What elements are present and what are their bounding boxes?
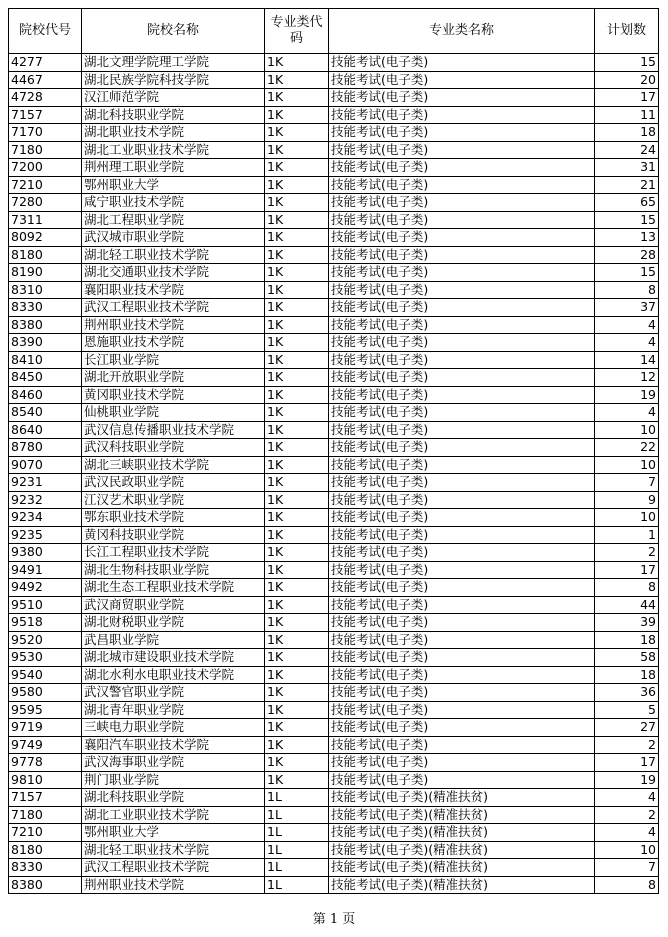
school-code-cell: 4728 xyxy=(9,89,82,107)
major-code-cell: 1K xyxy=(265,666,329,684)
major-name-cell: 技能考试(电子类) xyxy=(329,474,595,492)
school-name-cell: 湖北科技职业学院 xyxy=(82,106,265,124)
plan-count-cell: 17 xyxy=(595,754,659,772)
school-code-cell: 9232 xyxy=(9,491,82,509)
plan-count-cell: 20 xyxy=(595,71,659,89)
major-name-cell: 技能考试(电子类) xyxy=(329,264,595,282)
school-code-cell: 7157 xyxy=(9,106,82,124)
school-name-cell: 长江职业学院 xyxy=(82,351,265,369)
school-name-cell: 江汉艺术职业学院 xyxy=(82,491,265,509)
plan-count-cell: 31 xyxy=(595,159,659,177)
school-code-cell: 7280 xyxy=(9,194,82,212)
major-name-cell: 技能考试(电子类) xyxy=(329,631,595,649)
major-name-cell: 技能考试(电子类) xyxy=(329,544,595,562)
school-code-cell: 7210 xyxy=(9,824,82,842)
school-name-cell: 湖北轻工职业技术学院 xyxy=(82,246,265,264)
major-code-cell: 1K xyxy=(265,439,329,457)
school-code-cell: 8092 xyxy=(9,229,82,247)
major-code-cell: 1L xyxy=(265,859,329,877)
major-code-cell: 1K xyxy=(265,754,329,772)
table-row xyxy=(9,124,659,142)
table-row xyxy=(9,579,659,597)
school-name-cell: 湖北三峡职业技术学院 xyxy=(82,456,265,474)
school-code-cell: 7200 xyxy=(9,159,82,177)
table-row xyxy=(9,736,659,754)
table-row xyxy=(9,876,659,894)
major-name-cell: 技能考试(电子类) xyxy=(329,229,595,247)
major-code-cell: 1K xyxy=(265,194,329,212)
table-row xyxy=(9,421,659,439)
plan-count-cell: 37 xyxy=(595,299,659,317)
school-code-cell: 9492 xyxy=(9,579,82,597)
school-code-cell: 7311 xyxy=(9,211,82,229)
table-row xyxy=(9,649,659,667)
school-name-cell: 湖北生物科技职业学院 xyxy=(82,561,265,579)
school-code-cell: 9749 xyxy=(9,736,82,754)
school-name-cell: 仙桃职业学院 xyxy=(82,404,265,422)
school-code-cell: 9580 xyxy=(9,684,82,702)
plan-count-cell: 4 xyxy=(595,789,659,807)
major-code-cell: 1K xyxy=(265,561,329,579)
school-code-cell: 9491 xyxy=(9,561,82,579)
table-row xyxy=(9,404,659,422)
school-code-cell: 8180 xyxy=(9,841,82,859)
school-name-cell: 湖北工业职业技术学院 xyxy=(82,141,265,159)
table-row xyxy=(9,491,659,509)
major-code-cell: 1K xyxy=(265,509,329,527)
major-name-cell: 技能考试(电子类) xyxy=(329,176,595,194)
table-row xyxy=(9,631,659,649)
school-code-cell: 9231 xyxy=(9,474,82,492)
school-code-cell: 8380 xyxy=(9,316,82,334)
table-row xyxy=(9,456,659,474)
major-code-cell: 1K xyxy=(265,736,329,754)
major-code-cell: 1K xyxy=(265,246,329,264)
school-name-cell: 鄂州职业大学 xyxy=(82,176,265,194)
school-name-cell: 三峡电力职业学院 xyxy=(82,719,265,737)
plan-count-cell: 11 xyxy=(595,106,659,124)
table-row xyxy=(9,666,659,684)
major-code-cell: 1K xyxy=(265,386,329,404)
school-name-cell: 武汉民政职业学院 xyxy=(82,474,265,492)
plan-count-cell: 18 xyxy=(595,631,659,649)
table-row xyxy=(9,334,659,352)
table-row xyxy=(9,614,659,632)
major-code-cell: 1K xyxy=(265,719,329,737)
major-name-cell: 技能考试(电子类) xyxy=(329,421,595,439)
school-name-cell: 武昌职业学院 xyxy=(82,631,265,649)
plan-count-cell: 22 xyxy=(595,439,659,457)
document-page xyxy=(8,8,658,894)
major-code-cell: 1K xyxy=(265,474,329,492)
major-name-cell: 技能考试(电子类) xyxy=(329,334,595,352)
plan-count-cell: 36 xyxy=(595,684,659,702)
major-code-cell: 1K xyxy=(265,176,329,194)
school-code-cell: 9380 xyxy=(9,544,82,562)
table-row xyxy=(9,754,659,772)
table-row xyxy=(9,544,659,562)
major-name-cell: 技能考试(电子类) xyxy=(329,579,595,597)
major-name-cell: 技能考试(电子类) xyxy=(329,614,595,632)
table-header-row xyxy=(9,9,659,54)
plan-count-cell: 15 xyxy=(595,54,659,72)
major-code-cell: 1K xyxy=(265,299,329,317)
table-row xyxy=(9,859,659,877)
major-code-cell: 1K xyxy=(265,71,329,89)
major-name-cell: 技能考试(电子类) xyxy=(329,684,595,702)
plan-count-cell: 13 xyxy=(595,229,659,247)
major-name-cell: 技能考试(电子类) xyxy=(329,526,595,544)
school-name-cell: 湖北开放职业学院 xyxy=(82,369,265,387)
header-major-name: 专业类名称 xyxy=(329,9,595,54)
plan-count-cell: 4 xyxy=(595,824,659,842)
table-row xyxy=(9,211,659,229)
major-code-cell: 1K xyxy=(265,631,329,649)
major-code-cell: 1K xyxy=(265,491,329,509)
major-name-cell: 技能考试(电子类)(精准扶贫) xyxy=(329,789,595,807)
major-code-cell: 1L xyxy=(265,876,329,894)
plan-count-cell: 10 xyxy=(595,509,659,527)
school-name-cell: 荆州理工职业学院 xyxy=(82,159,265,177)
table-row xyxy=(9,159,659,177)
school-name-cell: 武汉科技职业学院 xyxy=(82,439,265,457)
table-row xyxy=(9,474,659,492)
school-name-cell: 湖北水利水电职业技术学院 xyxy=(82,666,265,684)
major-code-cell: 1K xyxy=(265,334,329,352)
school-code-cell: 8180 xyxy=(9,246,82,264)
school-name-cell: 湖北轻工职业技术学院 xyxy=(82,841,265,859)
school-name-cell: 湖北生态工程职业技术学院 xyxy=(82,579,265,597)
major-name-cell: 技能考试(电子类) xyxy=(329,561,595,579)
major-code-cell: 1K xyxy=(265,614,329,632)
table-row xyxy=(9,54,659,72)
school-code-cell: 4277 xyxy=(9,54,82,72)
table-row xyxy=(9,246,659,264)
major-code-cell: 1K xyxy=(265,229,329,247)
major-code-cell: 1K xyxy=(265,596,329,614)
major-name-cell: 技能考试(电子类) xyxy=(329,596,595,614)
school-code-cell: 8450 xyxy=(9,369,82,387)
school-code-cell: 9810 xyxy=(9,771,82,789)
major-name-cell: 技能考试(电子类) xyxy=(329,54,595,72)
header-school-code: 院校代号 xyxy=(9,9,82,54)
plan-count-cell: 2 xyxy=(595,736,659,754)
school-code-cell: 8410 xyxy=(9,351,82,369)
school-name-cell: 湖北青年职业学院 xyxy=(82,701,265,719)
table-row xyxy=(9,701,659,719)
major-code-cell: 1K xyxy=(265,404,329,422)
table-row xyxy=(9,509,659,527)
school-code-cell: 9540 xyxy=(9,666,82,684)
plan-count-cell: 2 xyxy=(595,806,659,824)
major-code-cell: 1K xyxy=(265,141,329,159)
school-code-cell: 8540 xyxy=(9,404,82,422)
table-row xyxy=(9,806,659,824)
school-name-cell: 武汉警官职业学院 xyxy=(82,684,265,702)
major-name-cell: 技能考试(电子类) xyxy=(329,754,595,772)
school-code-cell: 8190 xyxy=(9,264,82,282)
table-row xyxy=(9,176,659,194)
plan-count-cell: 7 xyxy=(595,859,659,877)
school-code-cell: 8780 xyxy=(9,439,82,457)
major-code-cell: 1K xyxy=(265,771,329,789)
major-code-cell: 1K xyxy=(265,124,329,142)
major-code-cell: 1K xyxy=(265,159,329,177)
table-row xyxy=(9,316,659,334)
plan-count-cell: 4 xyxy=(595,334,659,352)
school-code-cell: 9510 xyxy=(9,596,82,614)
school-code-cell: 8310 xyxy=(9,281,82,299)
plan-count-cell: 24 xyxy=(595,141,659,159)
plan-count-cell: 14 xyxy=(595,351,659,369)
major-name-cell: 技能考试(电子类) xyxy=(329,159,595,177)
school-name-cell: 湖北文理学院理工学院 xyxy=(82,54,265,72)
plan-count-cell: 4 xyxy=(595,404,659,422)
school-name-cell: 湖北工程职业学院 xyxy=(82,211,265,229)
school-name-cell: 恩施职业技术学院 xyxy=(82,334,265,352)
school-code-cell: 7180 xyxy=(9,806,82,824)
table-row xyxy=(9,439,659,457)
major-name-cell: 技能考试(电子类) xyxy=(329,194,595,212)
major-name-cell: 技能考试(电子类)(精准扶贫) xyxy=(329,806,595,824)
plan-count-cell: 8 xyxy=(595,876,659,894)
table-row xyxy=(9,71,659,89)
major-name-cell: 技能考试(电子类) xyxy=(329,491,595,509)
major-name-cell: 技能考试(电子类) xyxy=(329,736,595,754)
major-code-cell: 1L xyxy=(265,841,329,859)
major-name-cell: 技能考试(电子类)(精准扶贫) xyxy=(329,824,595,842)
school-code-cell: 9234 xyxy=(9,509,82,527)
school-code-cell: 8460 xyxy=(9,386,82,404)
table-row xyxy=(9,561,659,579)
school-name-cell: 荆州职业技术学院 xyxy=(82,316,265,334)
major-name-cell: 技能考试(电子类) xyxy=(329,89,595,107)
major-code-cell: 1K xyxy=(265,649,329,667)
major-code-cell: 1K xyxy=(265,456,329,474)
header-plan-count: 计划数 xyxy=(595,9,659,54)
table-row xyxy=(9,789,659,807)
major-name-cell: 技能考试(电子类) xyxy=(329,71,595,89)
major-code-cell: 1K xyxy=(265,351,329,369)
table-row xyxy=(9,596,659,614)
plan-count-cell: 2 xyxy=(595,544,659,562)
major-code-cell: 1K xyxy=(265,701,329,719)
school-name-cell: 湖北科技职业学院 xyxy=(82,789,265,807)
plan-count-cell: 21 xyxy=(595,176,659,194)
school-name-cell: 湖北城市建设职业技术学院 xyxy=(82,649,265,667)
plan-count-cell: 10 xyxy=(595,421,659,439)
major-code-cell: 1K xyxy=(265,106,329,124)
plan-count-cell: 65 xyxy=(595,194,659,212)
school-name-cell: 武汉工程职业技术学院 xyxy=(82,299,265,317)
major-code-cell: 1K xyxy=(265,54,329,72)
plan-count-cell: 17 xyxy=(595,89,659,107)
plan-count-cell: 19 xyxy=(595,771,659,789)
school-code-cell: 9518 xyxy=(9,614,82,632)
school-name-cell: 鄂东职业技术学院 xyxy=(82,509,265,527)
table-row xyxy=(9,106,659,124)
table-row xyxy=(9,386,659,404)
major-name-cell: 技能考试(电子类) xyxy=(329,299,595,317)
school-code-cell: 9070 xyxy=(9,456,82,474)
table-row xyxy=(9,771,659,789)
page-footer xyxy=(0,908,668,927)
plan-count-cell: 1 xyxy=(595,526,659,544)
plan-count-cell: 5 xyxy=(595,701,659,719)
school-code-cell: 8330 xyxy=(9,859,82,877)
school-name-cell: 湖北交通职业技术学院 xyxy=(82,264,265,282)
major-name-cell: 技能考试(电子类) xyxy=(329,649,595,667)
plan-count-cell: 8 xyxy=(595,281,659,299)
major-name-cell: 技能考试(电子类) xyxy=(329,439,595,457)
school-code-cell: 8390 xyxy=(9,334,82,352)
plan-count-cell: 18 xyxy=(595,124,659,142)
plan-count-cell: 12 xyxy=(595,369,659,387)
school-code-cell: 4467 xyxy=(9,71,82,89)
major-code-cell: 1K xyxy=(265,211,329,229)
page-number: 第 1 页 xyxy=(312,912,356,927)
table-row xyxy=(9,684,659,702)
table-row xyxy=(9,229,659,247)
school-name-cell: 黄冈职业技术学院 xyxy=(82,386,265,404)
major-name-cell: 技能考试(电子类) xyxy=(329,211,595,229)
major-code-cell: 1L xyxy=(265,824,329,842)
plan-count-cell: 10 xyxy=(595,456,659,474)
plan-count-cell: 15 xyxy=(595,264,659,282)
major-code-cell: 1K xyxy=(265,684,329,702)
major-code-cell: 1K xyxy=(265,544,329,562)
school-name-cell: 襄阳汽车职业技术学院 xyxy=(82,736,265,754)
school-name-cell: 武汉工程职业技术学院 xyxy=(82,859,265,877)
header-major-code: 专业类代码 xyxy=(265,9,329,54)
school-code-cell: 9719 xyxy=(9,719,82,737)
major-name-cell: 技能考试(电子类) xyxy=(329,246,595,264)
school-name-cell: 咸宁职业技术学院 xyxy=(82,194,265,212)
school-name-cell: 荆门职业学院 xyxy=(82,771,265,789)
major-name-cell: 技能考试(电子类) xyxy=(329,386,595,404)
major-name-cell: 技能考试(电子类) xyxy=(329,281,595,299)
school-code-cell: 9235 xyxy=(9,526,82,544)
major-name-cell: 技能考试(电子类) xyxy=(329,404,595,422)
plan-count-cell: 58 xyxy=(595,649,659,667)
school-code-cell: 7210 xyxy=(9,176,82,194)
major-name-cell: 技能考试(电子类) xyxy=(329,124,595,142)
major-code-cell: 1K xyxy=(265,421,329,439)
school-code-cell: 7180 xyxy=(9,141,82,159)
table-row xyxy=(9,369,659,387)
plan-count-cell: 28 xyxy=(595,246,659,264)
school-code-cell: 9595 xyxy=(9,701,82,719)
table-row xyxy=(9,841,659,859)
school-name-cell: 湖北职业技术学院 xyxy=(82,124,265,142)
school-code-cell: 8640 xyxy=(9,421,82,439)
major-name-cell: 技能考试(电子类) xyxy=(329,106,595,124)
school-name-cell: 武汉商贸职业学院 xyxy=(82,596,265,614)
major-code-cell: 1K xyxy=(265,526,329,544)
plan-count-cell: 7 xyxy=(595,474,659,492)
major-name-cell: 技能考试(电子类)(精准扶贫) xyxy=(329,859,595,877)
school-code-cell: 9520 xyxy=(9,631,82,649)
major-name-cell: 技能考试(电子类)(精准扶贫) xyxy=(329,876,595,894)
school-name-cell: 汉江师范学院 xyxy=(82,89,265,107)
plan-count-cell: 9 xyxy=(595,491,659,509)
major-code-cell: 1K xyxy=(265,89,329,107)
table-row xyxy=(9,299,659,317)
major-code-cell: 1K xyxy=(265,369,329,387)
school-name-cell: 长江工程职业技术学院 xyxy=(82,544,265,562)
table-row xyxy=(9,281,659,299)
major-name-cell: 技能考试(电子类) xyxy=(329,509,595,527)
major-name-cell: 技能考试(电子类) xyxy=(329,456,595,474)
school-code-cell: 7170 xyxy=(9,124,82,142)
major-code-cell: 1K xyxy=(265,579,329,597)
table-row xyxy=(9,141,659,159)
plan-count-cell: 4 xyxy=(595,316,659,334)
table-row xyxy=(9,526,659,544)
major-name-cell: 技能考试(电子类) xyxy=(329,701,595,719)
major-name-cell: 技能考试(电子类) xyxy=(329,141,595,159)
school-code-cell: 9530 xyxy=(9,649,82,667)
plan-count-cell: 8 xyxy=(595,579,659,597)
table-row xyxy=(9,264,659,282)
major-name-cell: 技能考试(电子类) xyxy=(329,351,595,369)
major-code-cell: 1L xyxy=(265,806,329,824)
school-name-cell: 湖北民族学院科技学院 xyxy=(82,71,265,89)
table-row xyxy=(9,351,659,369)
table-row xyxy=(9,719,659,737)
plan-count-cell: 17 xyxy=(595,561,659,579)
plan-count-cell: 27 xyxy=(595,719,659,737)
school-name-cell: 湖北工业职业技术学院 xyxy=(82,806,265,824)
major-code-cell: 1K xyxy=(265,264,329,282)
school-name-cell: 武汉城市职业学院 xyxy=(82,229,265,247)
major-code-cell: 1K xyxy=(265,316,329,334)
major-code-cell: 1L xyxy=(265,789,329,807)
enrollment-plan-table xyxy=(8,8,659,894)
table-body xyxy=(9,54,659,894)
major-name-cell: 技能考试(电子类) xyxy=(329,719,595,737)
table-row xyxy=(9,824,659,842)
school-code-cell: 7157 xyxy=(9,789,82,807)
major-name-cell: 技能考试(电子类) xyxy=(329,369,595,387)
school-code-cell: 8380 xyxy=(9,876,82,894)
school-name-cell: 襄阳职业技术学院 xyxy=(82,281,265,299)
major-name-cell: 技能考试(电子类) xyxy=(329,771,595,789)
school-name-cell: 黄冈科技职业学院 xyxy=(82,526,265,544)
school-name-cell: 鄂州职业大学 xyxy=(82,824,265,842)
major-name-cell: 技能考试(电子类) xyxy=(329,316,595,334)
plan-count-cell: 18 xyxy=(595,666,659,684)
school-name-cell: 武汉海事职业学院 xyxy=(82,754,265,772)
plan-count-cell: 10 xyxy=(595,841,659,859)
table-row xyxy=(9,194,659,212)
school-name-cell: 武汉信息传播职业技术学院 xyxy=(82,421,265,439)
header-school-name: 院校名称 xyxy=(82,9,265,54)
plan-count-cell: 19 xyxy=(595,386,659,404)
major-name-cell: 技能考试(电子类)(精准扶贫) xyxy=(329,841,595,859)
plan-count-cell: 39 xyxy=(595,614,659,632)
school-name-cell: 荆州职业技术学院 xyxy=(82,876,265,894)
plan-count-cell: 44 xyxy=(595,596,659,614)
school-code-cell: 9778 xyxy=(9,754,82,772)
school-name-cell: 湖北财税职业学院 xyxy=(82,614,265,632)
table-row xyxy=(9,89,659,107)
plan-count-cell: 15 xyxy=(595,211,659,229)
school-code-cell: 8330 xyxy=(9,299,82,317)
major-name-cell: 技能考试(电子类) xyxy=(329,666,595,684)
major-code-cell: 1K xyxy=(265,281,329,299)
